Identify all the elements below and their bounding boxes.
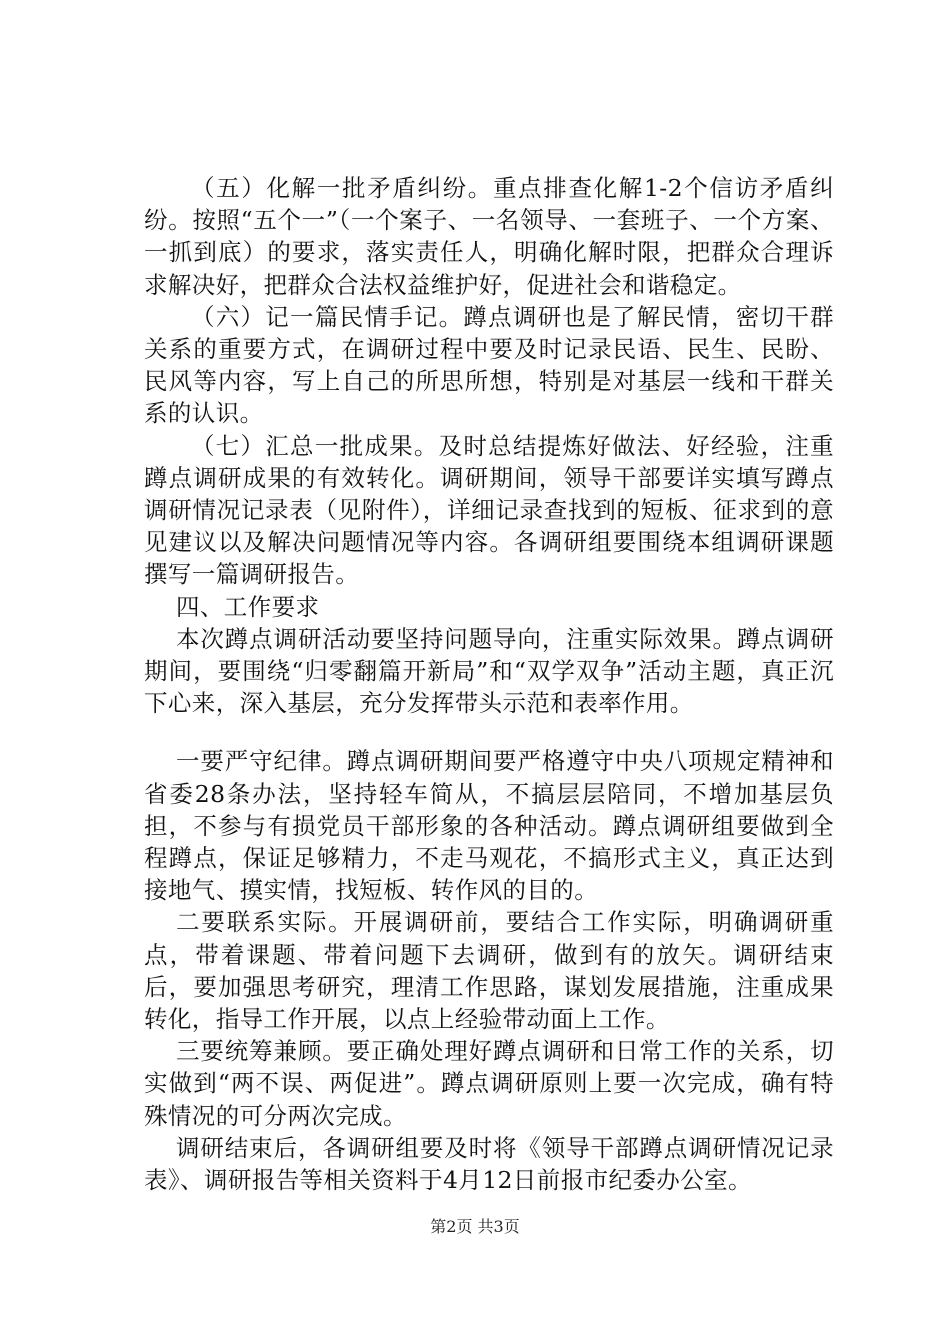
paragraph-submission: 调研结束后，各调研组要及时将《领导干部蹲点调研情况记录表》、调研报告等相关资料于4月12日前报市纪委办公室。 [144,1133,834,1195]
document-body [144,172,834,1196]
paragraph-item-6: （六）记一篇民情手记。蹲点调研也是了解民情，密切干群关系的重要方式，在调研过程中要及时记录民语、民生、民盼、民风等内容，写上自己的所思所想，特别是对基层一线和干群关系的认识。 [144,302,834,428]
paragraph-discipline: 一要严守纪律。蹲点调研期间要严格遵守中央八项规定精神和省委28条办法，坚持轻车简从，不搞层层陪同，不增加基层负担，不参与有损党员干部形象的各种活动。蹲点调研组要做到全程蹲点，保证足够精力，不走马观花，不搞形式主义，真正达到接地气、摸实情，找短板、转作风的目的。 [144,747,834,905]
paragraph-item-5: （五）化解一批矛盾纠纷。重点排查化解1-2个信访矛盾纠纷。按照“五个一”（一个案子、一名领导、一套班子、一个方案、一抓到底）的要求，落实责任人，明确化解时限，把群众合理诉求解决好，把群众合法权益维护好，促进社会和谐稳定。 [144,174,834,299]
paragraph-intro-requirements: 本次蹲点调研活动要坚持问题导向，注重实际效果。蹲点调研期间，要围绕“归零翻篇开新局”和“双学双争”活动主题，真正沉下心来，深入基层，充分发挥带头示范和表率作用。 [144,624,834,718]
section-heading-work-requirements: 四、工作要求 [176,592,320,621]
page-number-footer: 第2页 共3页 [430,1217,520,1236]
paragraph-gap [144,719,834,745]
paragraph-coordination: 三要统筹兼顾。要正确处理好蹲点调研和日常工作的关系，切实做到“两不误、两促进”。蹲点调研原则上要一次完成，确有特殊情况的可分两次完成。 [144,1037,834,1130]
paragraph-item-7: （七）汇总一批成果。及时总结提炼好做法、好经验，注重蹲点调研成果的有效转化。调研期间，领导干部要详实填写蹲点调研情况记录表（见附件），详细记录查找到的短板、征求到的意见建议以及解决问题情况等内容。各调研组要围绕本组调研课题撰写一篇调研报告。 [144,431,834,589]
paragraph-practice: 二要联系实际。开展调研前，要结合工作实际，明确调研重点，带着课题、带着问题下去调研，做到有的放矢。调研结束后，要加强思考研究，理清工作思路，谋划发展措施，注重成果转化，指导工作开展，以点上经验带动面上工作。 [144,908,834,1034]
